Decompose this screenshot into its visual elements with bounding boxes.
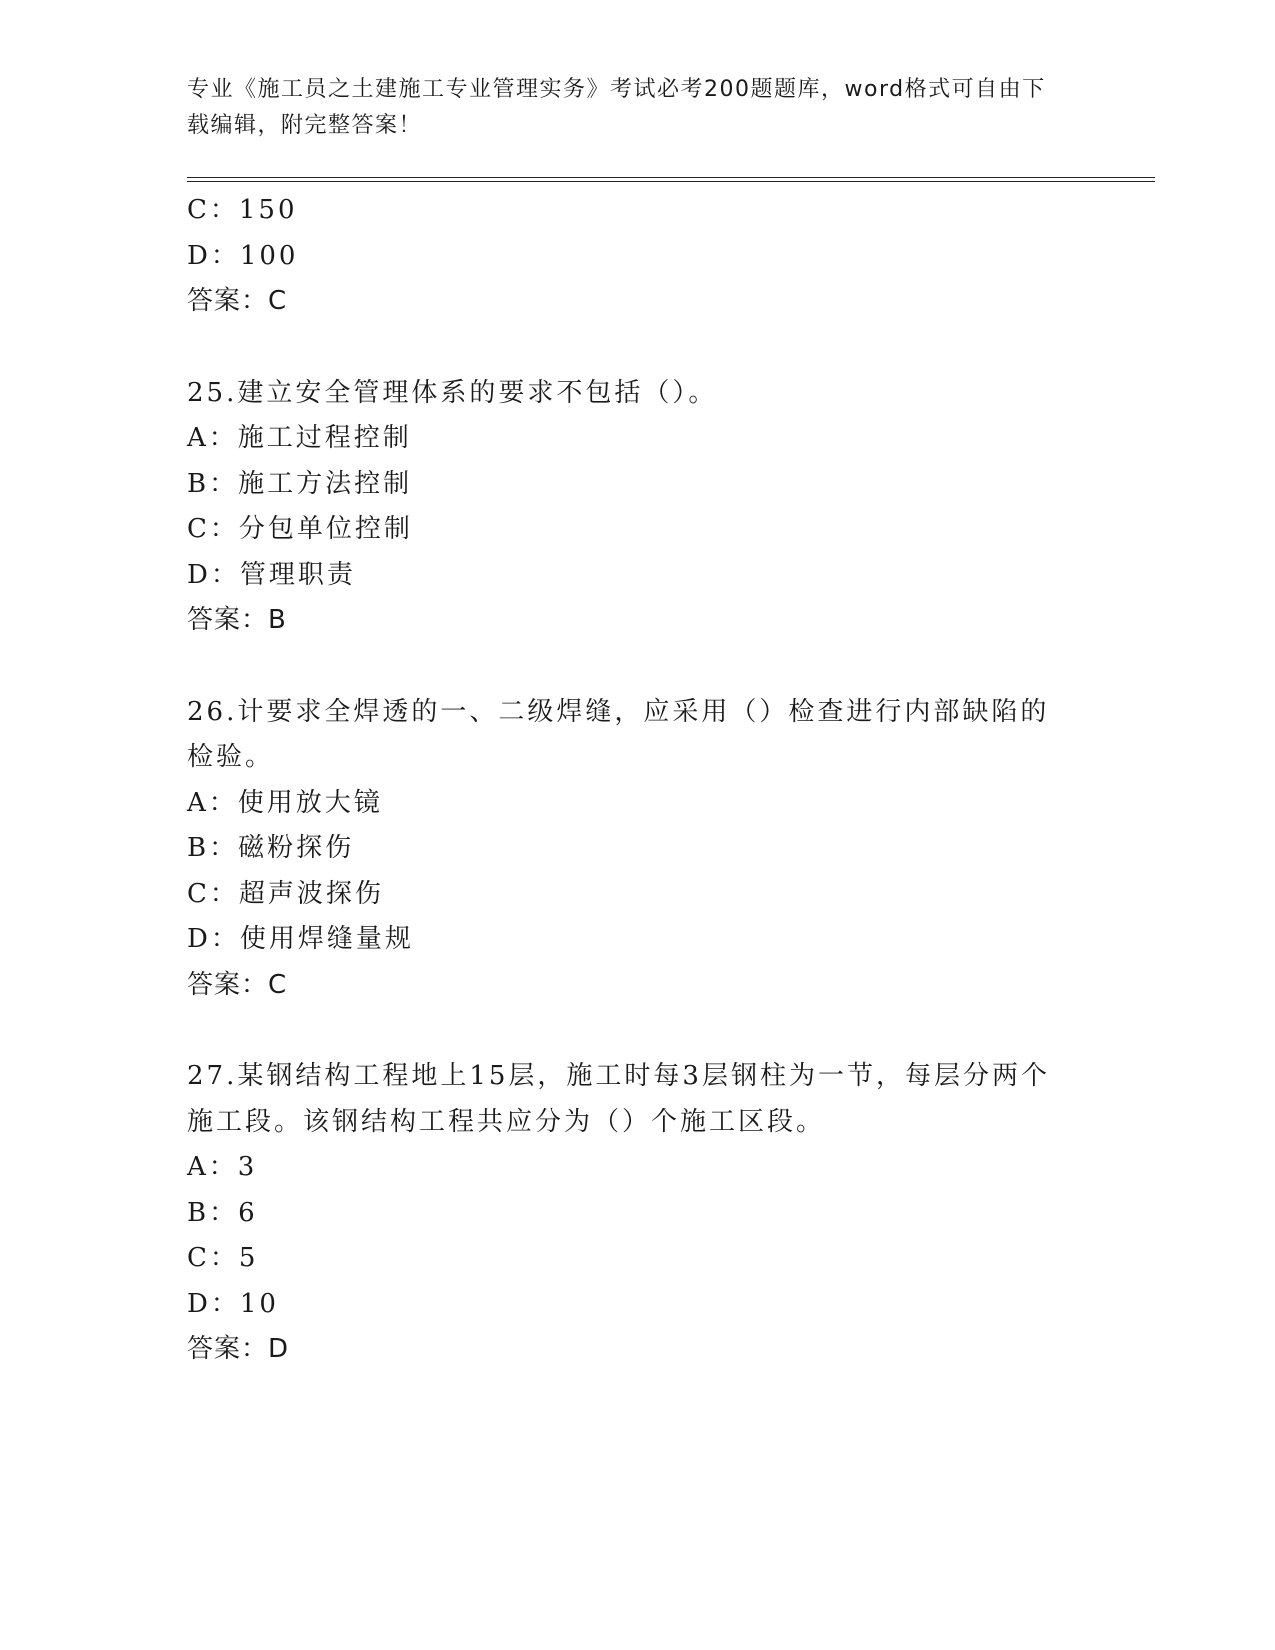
question-list [187,188,1087,1373]
answer: 答案：B [187,605,287,635]
option-d: D：使用焊缝量规 [187,924,414,954]
option-a: A：使用放大镜 [187,787,383,818]
answer: 答案：C [187,969,288,1000]
option-c: C：5 [187,1243,259,1273]
option-d: D：10 [187,1288,279,1319]
option-b: B：6 [187,1197,258,1228]
question-26 [187,690,1087,1009]
question-stem: 27.某钢结构工程地上15层，施工时每3层钢柱为一节，每层分两个施工段。该钢结构工程共应分为（）个施工区段。 [187,1061,1050,1137]
answer: 答案：D [187,1334,290,1364]
question-stem: 26.计要求全焊透的一、二级焊缝，应采用（）检查进行内部缺陷的检验。 [187,696,1050,772]
option-b: B：磁粉探伤 [187,833,355,863]
document-header: 专业《施工员之土建施工专业管理实务》考试必考200题题库，word格式可自由下载编辑，附完整答案！ [187,77,1046,138]
option-a: A：3 [187,1152,258,1182]
option-c: C：150 [187,195,298,225]
option-a: A：施工过程控制 [187,423,412,453]
question-25 [187,371,1087,644]
option-c: C：分包单位控制 [187,514,413,544]
question-stem: 25.建立安全管理体系的要求不包括（）。 [187,377,718,408]
option-d: D：管理职责 [187,559,356,590]
option-d: D：100 [187,240,299,271]
question-27 [187,1054,1087,1373]
option-b: B：施工方法控制 [187,468,413,499]
header-divider [187,177,1155,182]
answer: 答案：C [187,286,288,316]
option-c: C：超声波探伤 [187,878,384,909]
